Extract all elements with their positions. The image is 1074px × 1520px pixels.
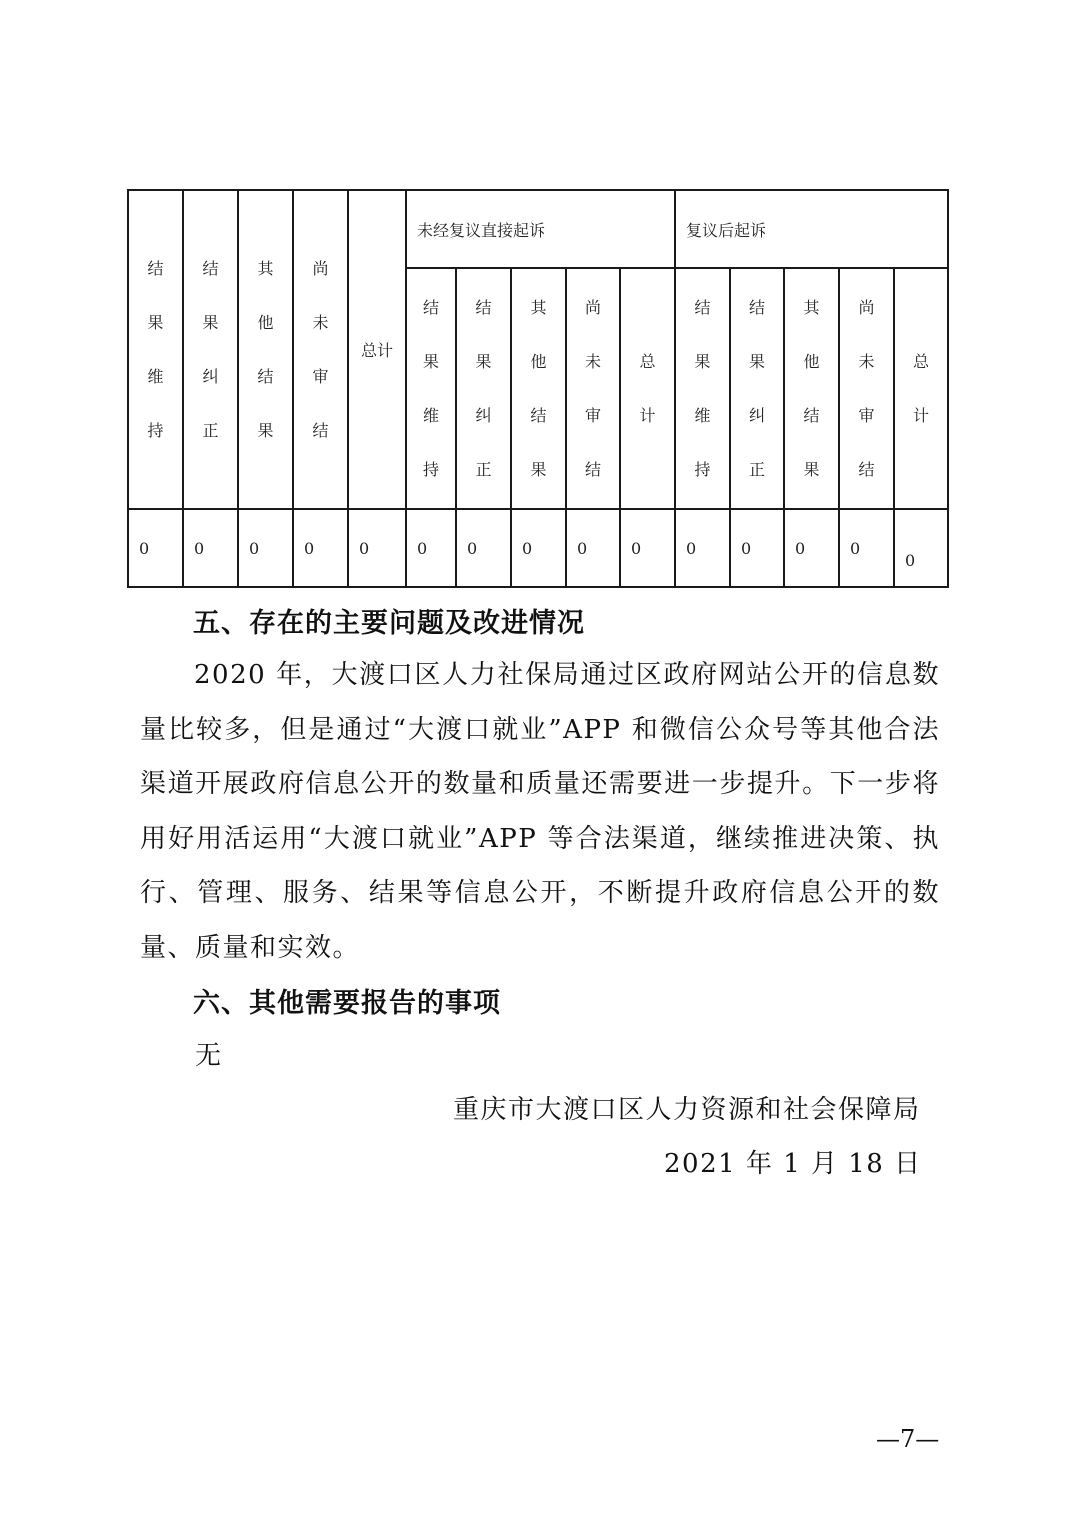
group-header-litigation-after-review: 复议后起诉 — [675, 190, 948, 268]
statistics-table-wrapper — [127, 189, 947, 586]
signature-org: 重庆市大渡口区人力资源和社会保障局 — [453, 1095, 921, 1125]
value-cell: 0 — [620, 509, 675, 587]
value-cell: 0 — [784, 509, 839, 587]
header-cell: 总计 — [894, 268, 948, 509]
litigation-statistics-table — [127, 189, 949, 588]
header-cell: 结果纠正 — [730, 268, 784, 509]
header-cell: 其他结果 — [511, 268, 566, 509]
header-cell: 结果维持 — [675, 268, 730, 509]
header-cell: 结果纠正 — [456, 268, 511, 509]
header-cell: 尚未审结 — [839, 268, 894, 509]
signature-date: 2021 年 1 月 18 日 — [664, 1149, 922, 1179]
header-cell-total: 总计 — [348, 190, 406, 509]
header-cell: 其他结果 — [784, 268, 839, 509]
group-header-direct-litigation: 未经复议直接起诉 — [406, 190, 675, 268]
section-6-body: 无 — [195, 1041, 223, 1071]
header-cell: 尚未审结 — [566, 268, 620, 509]
value-cell: 0 — [511, 509, 566, 587]
value-cell: 0 — [406, 509, 456, 587]
page-number: —7— — [876, 1425, 940, 1453]
value-cell: 0 — [675, 509, 730, 587]
header-cell: 总计 — [620, 268, 675, 509]
header-cell: 其他结果 — [238, 190, 293, 509]
value-cell: 0 — [293, 509, 348, 587]
value-cell: 0 — [183, 509, 238, 587]
value-cell: 0 — [128, 509, 183, 587]
value-cell: 0 — [456, 509, 511, 587]
table-value-row — [128, 509, 948, 587]
section-5-heading: 五、存在的主要问题及改进情况 — [193, 608, 585, 639]
header-cell: 结果维持 — [128, 190, 183, 509]
value-cell: 0 — [730, 509, 784, 587]
section-5-body: 2020 年，大渡口区人力社保局通过区政府网站公开的信息数量比较多，但是通过“大渡口就业”APP 和微信公众号等其他合法渠道开展政府信息公开的数量和质量还需要进一步提升。下一步将用好用活运用“大渡口就业”APP 等合法渠道，继续推进决策、执行、管理、服务、结果等信息公开，不断提升政府信息公开的数量、质量和实效。 — [140, 660, 940, 963]
value-cell: 0 — [348, 509, 406, 587]
value-cell: 0 — [566, 509, 620, 587]
header-cell: 尚未审结 — [293, 190, 348, 509]
value-cell: 0 — [894, 509, 948, 587]
header-cell: 结果纠正 — [183, 190, 238, 509]
header-cell: 结果维持 — [406, 268, 456, 509]
value-cell: 0 — [238, 509, 293, 587]
table-header-row-1 — [128, 190, 948, 268]
section-6-heading: 六、其他需要报告的事项 — [193, 988, 501, 1019]
value-cell: 0 — [839, 509, 894, 587]
